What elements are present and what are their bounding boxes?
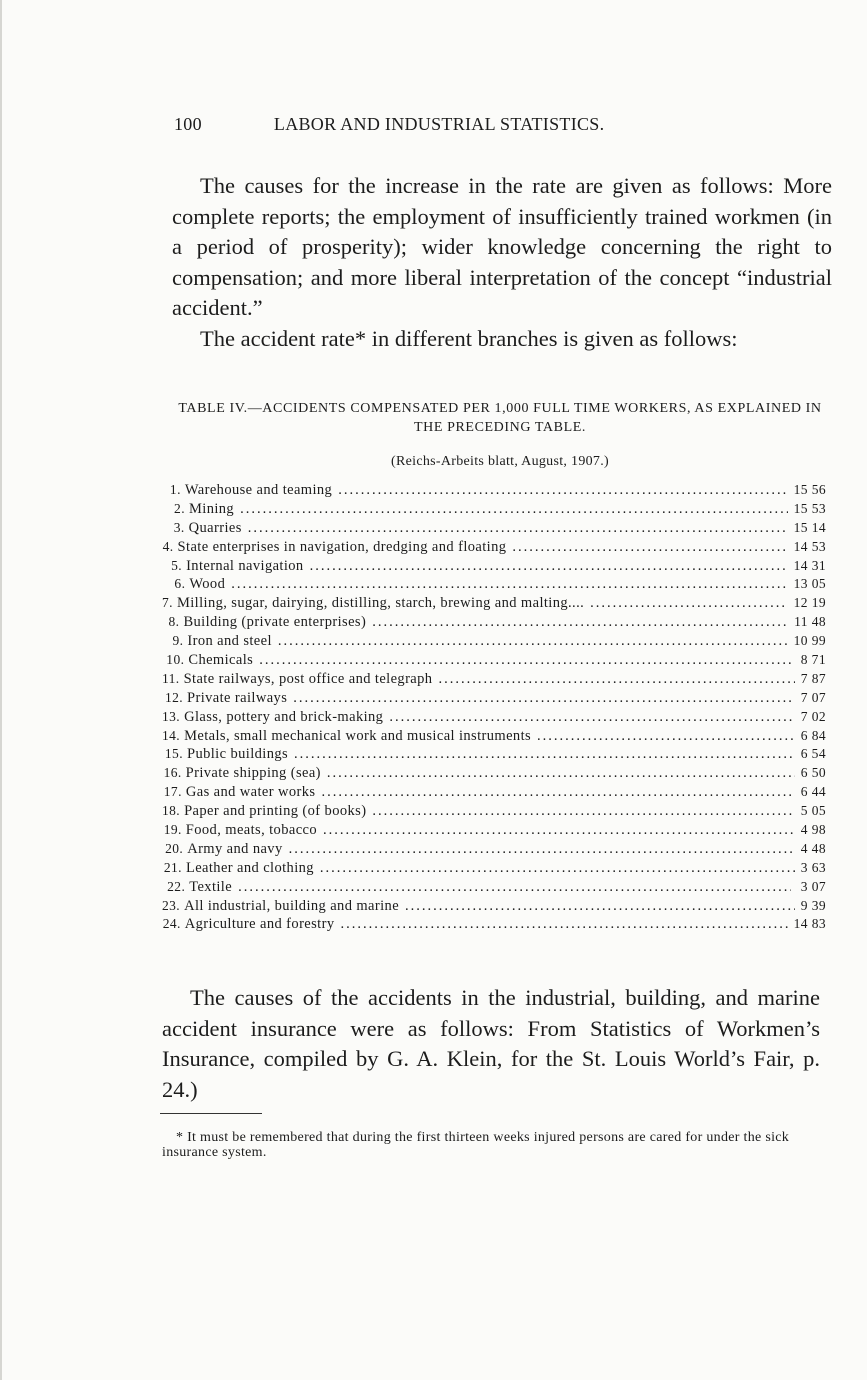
row-label: All industrial, building and marine — [184, 897, 400, 914]
row-label: Internal navigation — [186, 557, 304, 574]
row-value: 6 50 — [800, 765, 826, 781]
row-value: 3 07 — [800, 878, 826, 894]
dot-leader — [512, 539, 787, 556]
row-value: 8 71 — [800, 652, 826, 668]
table-source: (Reichs-Arbeits blatt, August, 1907.) — [391, 454, 609, 469]
row-label: Agriculture and forestry — [184, 916, 335, 933]
row-number: 5. — [171, 557, 183, 573]
row-label: Gas and water works — [185, 784, 316, 801]
dot-leader — [259, 652, 792, 669]
row-label: Glass, pottery and brick-making — [184, 708, 384, 725]
table-row — [162, 822, 826, 841]
paragraph-accident-rate: The accident rate* in different branches is given as follows: — [200, 326, 738, 351]
row-number: 7. — [162, 595, 173, 611]
table-row — [162, 709, 826, 728]
footnote: * It must be remembered that during the first thirteen weeks injured persons are cared for under the sick insurance system. — [162, 1130, 790, 1160]
row-label: Private shipping (sea) — [185, 765, 321, 782]
table-row — [162, 898, 826, 917]
table-row — [162, 690, 826, 709]
table-row — [162, 576, 826, 595]
table-row — [162, 784, 826, 803]
row-value: 13 05 — [793, 576, 826, 592]
row-value: 14 31 — [793, 557, 826, 573]
row-label: Mining — [188, 500, 235, 517]
dot-leader — [372, 803, 794, 820]
row-value: 10 99 — [793, 633, 826, 649]
row-label: Building (private enterprises) — [183, 614, 367, 631]
row-value: 6 44 — [800, 784, 826, 800]
row-number: 3. — [173, 519, 185, 535]
row-label: Paper and printing (of books) — [184, 803, 367, 820]
paragraph-accident-causes: The causes of the accidents in the industrial, building, and marine accident insurance were as follows: From Statistics of Workmen’s Insurance, compiled by G. A. Klein, for the St. Louis World’s Fair, p. 24.) — [162, 985, 820, 1102]
row-number: 14. — [162, 727, 181, 743]
row-number: 19. — [163, 822, 182, 838]
row-label: Leather and clothing — [185, 859, 314, 876]
row-label: Quarries — [188, 519, 242, 536]
row-number: 8. — [168, 614, 180, 630]
row-value: 14 53 — [793, 538, 826, 554]
row-label: Food, meats, tobacco — [185, 822, 318, 839]
row-value: 15 14 — [793, 519, 826, 535]
row-number: 9. — [172, 633, 184, 649]
table-title: TABLE IV.—ACCIDENTS COMPENSATED PER 1,000 FULL TIME WORKERS, AS EXPLAINED IN THE PRECEDING TABLE. — [178, 401, 822, 435]
dot-leader — [278, 633, 788, 650]
row-number: 24. — [162, 916, 181, 932]
row-value: 4 98 — [800, 822, 826, 838]
dot-leader — [293, 690, 794, 707]
table-row — [162, 879, 826, 898]
dot-leader — [294, 746, 794, 763]
table-row — [162, 614, 826, 633]
row-label: Wood — [189, 576, 226, 593]
row-value: 7 07 — [800, 689, 826, 705]
row-label: Milling, sugar, dairying, distilling, starch, brewing and malting.... — [176, 595, 585, 612]
row-number: 17. — [163, 784, 182, 800]
table-row — [162, 595, 826, 614]
table-row — [162, 803, 826, 822]
row-label: Army and navy — [187, 840, 283, 857]
row-number: 10. — [166, 652, 185, 668]
row-label: Public buildings — [186, 746, 289, 763]
dot-leader — [238, 879, 791, 896]
row-label: Metals, small mechanical work and musical instruments — [184, 727, 532, 744]
table-row — [162, 728, 826, 747]
row-label: Chemicals — [188, 652, 254, 669]
table-row — [162, 746, 826, 765]
row-number: 21. — [163, 859, 182, 875]
row-number: 4. — [162, 538, 174, 554]
row-label: Warehouse and teaming — [184, 482, 333, 498]
dot-leader — [340, 916, 787, 933]
row-number: 16. — [163, 765, 182, 781]
table-row — [162, 501, 826, 520]
row-label: Private railways — [187, 689, 288, 706]
dot-leader — [289, 841, 794, 858]
row-value: 9 39 — [800, 897, 826, 913]
dot-leader — [590, 595, 787, 612]
row-value: 4 48 — [800, 840, 826, 856]
table-row — [162, 860, 826, 879]
accident-rate-table — [162, 482, 826, 935]
dot-leader — [372, 614, 788, 631]
row-number: 23. — [162, 897, 181, 913]
dot-leader — [537, 728, 795, 745]
row-number: 6. — [174, 576, 186, 592]
running-head: LABOR AND INDUSTRIAL STATISTICS. — [273, 114, 605, 134]
row-value: 15 56 — [793, 482, 826, 497]
row-number: 2. — [174, 500, 185, 516]
row-value: 5 05 — [800, 803, 826, 819]
row-number: 15. — [164, 746, 183, 762]
dot-leader — [338, 482, 787, 499]
dot-leader — [405, 898, 795, 915]
table-row — [162, 482, 826, 501]
row-value: 7 02 — [800, 708, 826, 724]
table-row — [162, 539, 826, 558]
table-row — [162, 916, 826, 935]
dot-leader — [327, 765, 795, 782]
row-value: 14 83 — [793, 916, 826, 932]
table-row — [162, 671, 826, 690]
paragraph-causes-increase: The causes for the increase in the rate are given as follows: More complete reports; the employment of insufficiently trained workmen (in a period of prosperity); wider knowledge concerning the right to compensation; and more liberal interpretation of the concept “industrial accident.” — [172, 173, 832, 320]
dot-leader — [323, 822, 795, 839]
dot-leader — [231, 576, 787, 593]
row-value: 7 87 — [800, 670, 826, 686]
row-value: 3 63 — [800, 859, 826, 875]
footnote-rule — [160, 1113, 262, 1114]
dot-leader — [310, 558, 788, 575]
table-row — [162, 841, 826, 860]
dot-leader — [240, 501, 788, 518]
table-row — [162, 633, 826, 652]
dot-leader — [320, 860, 795, 877]
row-value: 12 19 — [793, 595, 826, 611]
page-edge — [0, 0, 2, 1380]
row-number: 18. — [162, 803, 181, 819]
dot-leader — [389, 709, 794, 726]
row-label: State enterprises in navigation, dredging and floating — [177, 538, 507, 555]
page-number: 100 — [174, 114, 202, 134]
row-value: 6 84 — [800, 727, 826, 743]
row-number: 12. — [164, 689, 184, 705]
dot-leader — [321, 784, 794, 801]
row-number: 11. — [162, 670, 180, 686]
row-value: 6 54 — [800, 746, 826, 762]
row-number: 20. — [165, 840, 184, 856]
row-label: State railways, post office and telegraph — [183, 670, 433, 687]
dot-leader — [248, 520, 788, 537]
table-row — [162, 765, 826, 784]
page-header — [174, 114, 714, 135]
table-row — [162, 558, 826, 577]
row-label: Iron and steel — [187, 633, 272, 650]
row-value: 15 53 — [793, 500, 826, 516]
row-number: 22. — [167, 878, 186, 894]
row-number: 13. — [162, 708, 181, 724]
dot-leader — [438, 671, 794, 688]
row-value: 11 48 — [794, 614, 826, 630]
row-number: 1. — [169, 482, 181, 497]
row-label: Textile — [189, 878, 233, 895]
table-row — [162, 652, 826, 671]
table-row — [162, 520, 826, 539]
